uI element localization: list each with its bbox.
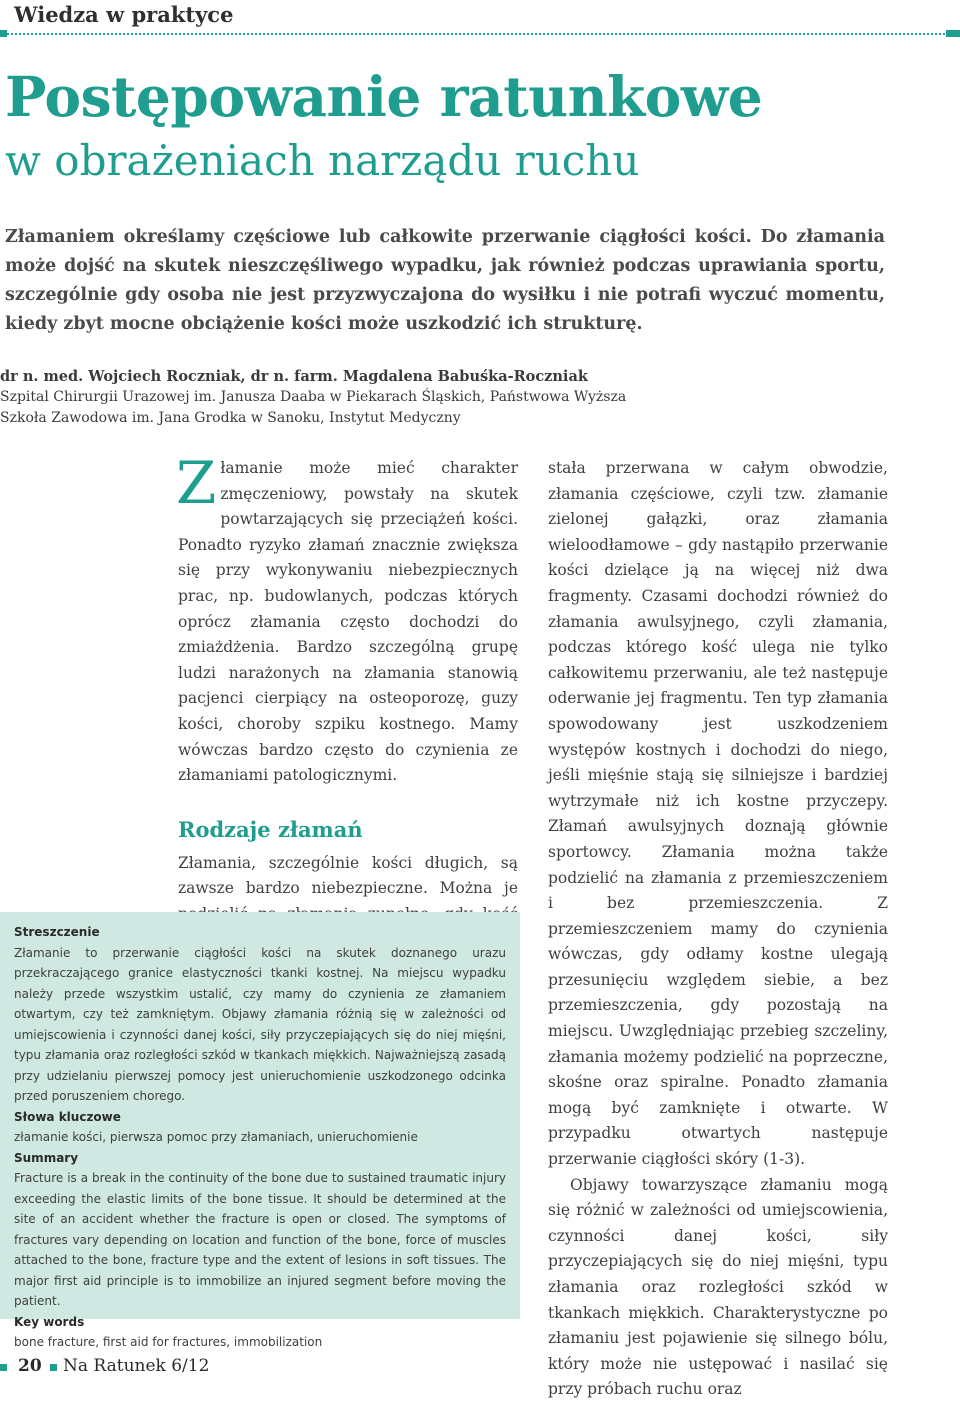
author-affiliation-line-1: Szpital Chirurgii Urazowej im. Janusza Daaba w Piekarach Śląskich, Państwowa Wyższa (0, 389, 627, 405)
header-accent-bar (946, 30, 960, 37)
intro-text: łamanie może mieć charakter zmęczeniowy, powstały na skutek powtarzających się przeciążeń kości. Ponadto ryzyko złamań znacznie zwiększa się przy wykonywaniu niebezpiecznych prac, np. budowlanych, podczas których oprócz złamania często dochodzi do zmiażdżenia. Bardzo szczególną grupę ludzi narażonych na złamania stanowią pacjenci cierpiący na osteoporozę, guzy kości, choroby szpiku kostnego. Mamy wówczas bardzo często do czynienia ze złamaniami patologicznymi. (178, 459, 518, 785)
abstract-pl-text: Złamanie to przerwanie ciągłości kości na skutek doznanego urazu przekraczającego granice elastyczności tkanki kostnej. Na miejscu wypadku należy przede wszystkim ustalić, czy mamy do czynienia ze złamaniem otwartym, czy też zamkniętym. Objawy złamania różnią się w zależności od umiejscowienia i czynności danej kości, siły przyczepiających się do niej mięśni, typu złamania oraz rozległości szkód w tkankach miękkich. Najważniejszą zasadą przy udzielaniu pierwszej pomocy jest unieruchomienie uszkodzonego odcinka przed poruszeniem chorego. (14, 945, 506, 1103)
abstract-box (0, 912, 520, 1349)
page-footer (0, 1356, 400, 1380)
author-block (0, 366, 720, 429)
author-affiliation-line-2: Szkoła Zawodowa im. Jana Grodka w Sanoku, Instytut Medyczny (0, 410, 461, 426)
types-paragraph: Złamania, szczególnie kości długich, są zawsze bardzo niebezpieczne. Można je (178, 853, 518, 898)
section-header (0, 0, 960, 40)
page-number: 20 (18, 1356, 42, 1376)
article-title: Postępowanie ratunkowe (5, 64, 763, 129)
footer-accent-square (0, 1364, 7, 1371)
header-accent-square (0, 30, 7, 37)
right-paragraph-1: stała przerwana w całym obwodzie, złamania częściowe, czyli tzw. złamanie zielonej gałązki, oraz złamania wieloodłamowe – gdy nastąpiło przerwanie kości dzielące ją na więcej niż dwa fragmenty. Czasami dochodzi również do złamania awulsyjnego, czyli złamania, podczas którego kość ulega nie tylko całkowitemu przerwaniu, ale też następuje oderwanie jej fragmentu. Ten typ złamania spowodowany jest uszkodzeniem występów kostnych i dochodzi do niego, jeśli mięśnie stają się silniejsze i bardziej wytrzymałe niż ich kostne przyczepy. Złamań awulsyjnych doznają głównie sportowcy. Złamania można także podzielić na złamania z przemieszczeniem i bez przemieszczenia. Z przemieszczeniem mamy do czynienia wówczas, gdy odłamy kostne ulegają przesunięciu względem siebie, a bez przemieszczenia, gdy pozostają na miejscu. Uwzględniając przebieg szczeliny, złamania możemy podzielić na poprzeczne, skośne oraz spiralne. Ponadto złamania mogą być zamknięte i otwarte. W przypadku otwartych następuje przerwanie ciągłości skóry (1-3). (548, 459, 888, 1169)
intro-paragraph (176, 449, 518, 789)
keywords-pl-heading: Słowa kluczowe (14, 1109, 121, 1124)
article-lead: Złamaniem określamy częściowe lub całkowite przerwanie ciągłości kości. Do złamania może dojść na skutek nieszczęśliwego wypadku, jak również podczas uprawiania sportu, szczególnie gdy osoba nie jest przyzwyczajona do wysiłku i nie potrafi wyczuć momentu, kiedy zbyt mocne obciążenie kości może uszkodzić ich strukturę. (5, 227, 885, 334)
article-subtitle: w obrażeniach narządu ruchu (5, 136, 640, 185)
author-names: dr n. med. Wojciech Roczniak, dr n. farm. Magdalena Babuśka-Roczniak (0, 368, 588, 385)
drop-cap: Z (176, 449, 217, 517)
footer-accent-square-2 (50, 1364, 57, 1371)
body-column-middle (176, 449, 518, 953)
abstract-en-heading: Summary (14, 1150, 79, 1165)
abstract-en-text: Fracture is a break in the continuity of the bone due to sustained traumatic injury exceeding the elastic limits of the bone tissue. It should be determined at the site of an accident whether the fracture is open or closed. The symptoms of fractures vary depending on location and function of the bone, force of muscles attached to the bone, fracture type and the extent of lesions in soft tissues. The major first aid principle is to immobilize an injured segment before moving the patient. (14, 1171, 506, 1308)
header-dotted-rule (0, 33, 960, 35)
magazine-issue: Na Ratunek 6/12 (63, 1356, 210, 1376)
keywords-en-heading: Key words (14, 1314, 85, 1329)
keywords-en-text: bone fracture, first aid for fractures, immobilization (14, 1335, 323, 1349)
right-paragraph-2: Objawy towarzyszące złamaniu mogą się różnić w zależności od umiejscowienia, czynności danej kości, siły przyczepiających się do niej mięśni, typu złamania oraz rozległości szkód w tkankach miękkich. Charakterystyczne po złamaniu jest pojawienie się silnego bólu, który może nie ustępować i nasilać się przy próbach ruchu oraz (548, 1175, 888, 1399)
section-label: Wiedza w praktyce (14, 2, 234, 27)
subheading-fracture-types: Rodzaje złamań (178, 816, 363, 842)
keywords-pl-text: złamanie kości, pierwsza pomoc przy złamaniach, unieruchomienie (14, 1130, 418, 1144)
abstract-pl-heading: Streszczenie (14, 925, 100, 939)
body-column-right (548, 456, 888, 1403)
